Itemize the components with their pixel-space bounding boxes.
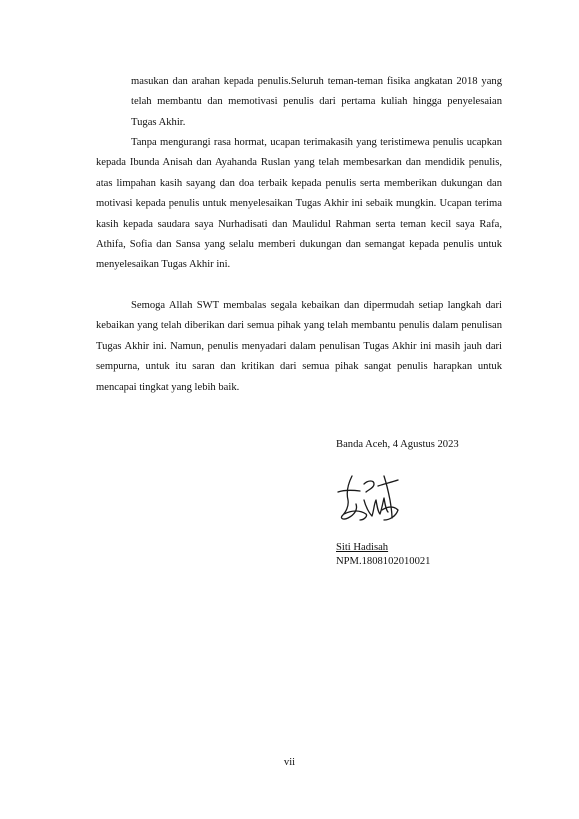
signer-name: Siti Hadisah bbox=[336, 542, 389, 553]
signer-npm: NPM.1808102010021 bbox=[336, 556, 431, 567]
paragraph-closing: Semoga Allah SWT membalas segala kebaikan dan dipermudah setiap langkah dari kebaikan yang telah diberikan dari semua pihak yang telah membantu penulis dalam penulisan Tugas Akhir ini. Namun, penulis menyadari dalam penulisan Tugas Akhir ini masih jauh dari sempurna, untuk itu saran dan kritikan dari semua pihak sangat penulis harapkan untuk mencapai tingkat yang lebih baik. bbox=[96, 300, 502, 393]
page-number: vii bbox=[283, 757, 296, 768]
paragraph-gratitude-family: Tanpa mengurangi rasa hormat, ucapan terimakasih yang teristimewa penulis ucapkan kepada Ibunda Anisah dan Ayahanda Ruslan yang telah membesarkan dan mendidik penulis, atas limpahan kasih sayang dan doa terbaik kepada penulis serta memberikan dukungan dan motivasi kepada penulis untuk menyelesaikan Tugas Akhir ini sebaik mungkin. Ucapan terima kasih kepada saudara saya Nurhadisati dan Maulidul Rahman serta teman kecil saya Rafa, Athifa, Sofia dan Sansa yang selalu memberi dukungan dan semangat kepada penulis untuk menyelesaikan Tugas Akhir ini. bbox=[96, 137, 502, 271]
place-date: Banda Aceh, 4 Agustus 2023 bbox=[336, 439, 459, 450]
paragraph-continuation: masukan dan arahan kepada penulis.Seluruh teman-teman fisika angkatan 2018 yang telah membantu dan memotivasi penulis dari pertama kuliah hingga penyelesaian Tugas Akhir. bbox=[131, 76, 502, 128]
handwritten-signature bbox=[334, 470, 402, 532]
